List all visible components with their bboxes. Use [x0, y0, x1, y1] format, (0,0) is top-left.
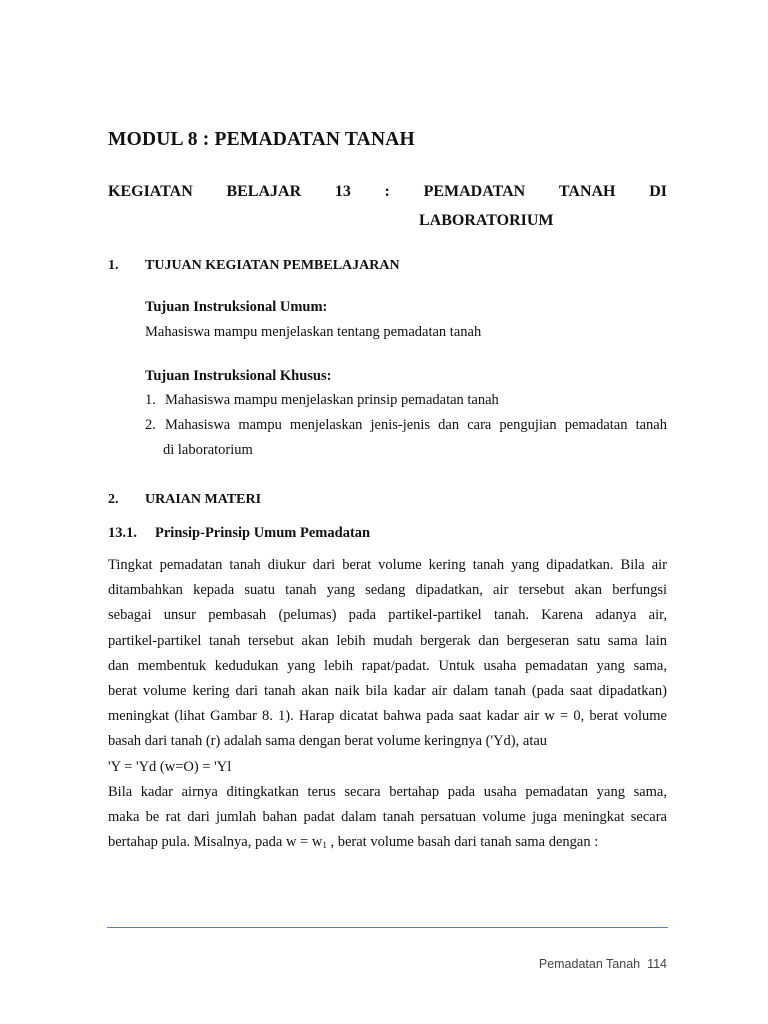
- last-line-after: , berat volume basah dari tanah sama dengan :: [326, 834, 599, 851]
- kegiatan-word: TANAH: [558, 183, 616, 200]
- paragraph-line: meningkat (lihat Gambar 8. 1). Harap dicatat bahwa pada saat kadar air w = 0, berat volume: [108, 708, 667, 725]
- subscript: 1: [322, 840, 327, 851]
- kegiatan-word: BELAJAR: [226, 183, 302, 200]
- khusus-item-number: 2.: [145, 417, 156, 433]
- page-number: 114: [647, 957, 667, 971]
- body-paragraph: [108, 553, 667, 855]
- paragraph-last-line: [108, 830, 667, 855]
- kegiatan-word: 13: [334, 183, 351, 200]
- khusus-item-number: 1.: [145, 392, 156, 408]
- paragraph-line: sebagai unsur pembasah (pelumas) pada partikel-partikel tanah. Karena adanya air,: [108, 607, 667, 624]
- modul-title: MODUL 8 : PEMADATAN TANAH: [108, 129, 415, 150]
- subsection-number: 13.1.: [108, 525, 137, 541]
- khusus-item-text-continued: di laboratorium: [163, 442, 253, 458]
- kegiatan-word: PEMADATAN: [423, 183, 526, 200]
- section2-title: URAIAN MATERI: [145, 492, 262, 507]
- khusus-heading: Tujuan Instruksional Khusus:: [145, 368, 332, 384]
- khusus-item-text: Mahasiswa mampu menjelaskan prinsip pemadatan tanah: [165, 392, 499, 408]
- section1-title: TUJUAN KEGIATAN PEMBELAJARAN: [145, 258, 400, 273]
- formula-line: 'Y = 'Yd (w=O) = 'Yl: [108, 758, 232, 775]
- kegiatan-word: :: [384, 183, 390, 200]
- paragraph-line: Bila kadar airnya ditingkatkan terus secara bertahap pada usaha pemadatan yang sama,: [108, 783, 667, 800]
- kegiatan-word: DI: [649, 183, 667, 200]
- paragraph-line: ditambahkan kepada suatu tanah yang sedang dipadatkan, air tersebut akan berfungsi: [108, 582, 667, 599]
- paragraph-line: Tingkat pemadatan tanah diukur dari berat volume kering tanah yang dipadatkan. Bila air: [108, 557, 667, 573]
- subsection-title: Prinsip-Prinsip Umum Pemadatan: [155, 525, 371, 541]
- paragraph-line: partikel-partikel tanah tersebut akan lebih mudah bergerak dan bergeseran satu sama lain: [108, 632, 667, 649]
- kegiatan-word: KEGIATAN: [108, 183, 193, 200]
- paragraph-line: dan membentuk kedudukan yang lebih rapat/padat. Untuk usaha pemadatan yang sama,: [108, 657, 667, 674]
- footer-label: Pemadatan Tanah: [538, 957, 641, 971]
- footer-rule: [107, 927, 668, 928]
- kegiatan-heading-line1: [108, 183, 667, 201]
- khusus-item-text: Mahasiswa mampu menjelaskan jenis-jenis dan cara pengujian pemadatan tanah: [165, 417, 667, 433]
- kegiatan-heading-line2: LABORATORIUM: [419, 212, 554, 229]
- section1-number: 1.: [108, 258, 119, 273]
- umum-text: Mahasiswa mampu menjelaskan tentang pemadatan tanah: [145, 324, 482, 340]
- page-footer: [539, 957, 667, 971]
- umum-heading: Tujuan Instruksional Umum:: [145, 299, 328, 315]
- paragraph-line: maka be rat dari jumlah bahan padat dalam tanah persatuan volume juga meningkat secara: [108, 808, 667, 825]
- last-line-before: bertahap pula. Misalnya, pada w = w: [108, 834, 323, 851]
- section2-number: 2.: [108, 492, 119, 507]
- paragraph-line: berat volume kering dari tanah akan naik bila kadar air dalam tanah (pada saat dipadatkan): [108, 682, 667, 699]
- paragraph-line: basah dari tanah (r) adalah sama dengan berat volume keringnya ('Yd), atau: [108, 733, 548, 750]
